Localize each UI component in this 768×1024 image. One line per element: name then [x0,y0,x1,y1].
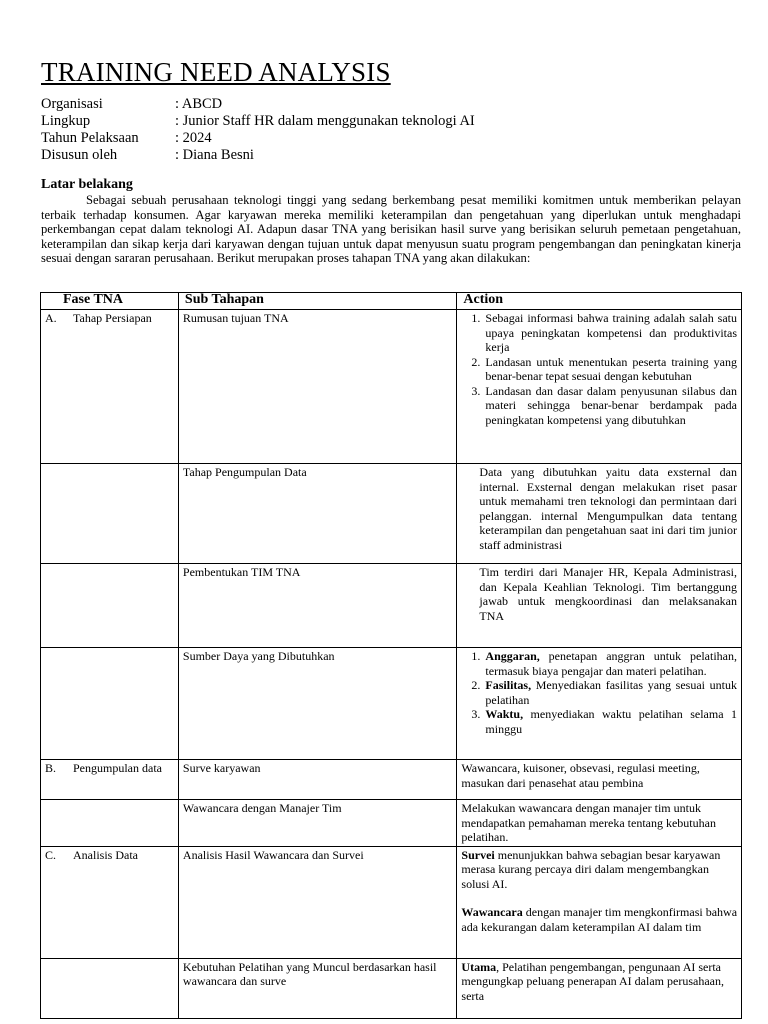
meta-value: : 2024 [175,130,212,146]
phase-cell [41,464,179,564]
action-text: Tim terdiri dari Manajer HR, Kepala Administrasi, dan Kepala Keahlian Teknologi. Tim bertanggung jawab untuk mengkoordinasi dan melaksanakan TNA [479,565,737,623]
table-row [41,564,742,648]
action-cell: Melakukan wawancara dengan manajer tim untuk mendapatkan pemahaman mereka tentang kebutuhan pelatihan. [457,800,742,847]
list-item: 2. Landasan untuk menentukan peserta training yang benar-benar tepat sesuai dengan kebutuhan [483,355,737,384]
sub-cell: Sumber Daya yang Dibutuhkan [178,648,457,760]
phase-letter: A. [45,311,57,325]
header-fase: Fase TNA [41,293,179,310]
table-row [41,760,742,800]
background-paragraph: Sebagai sebuah perusahaan teknologi tinggi yang sedang berkembang pesat memiliki komitmen untuk memberikan pelayan terbaik terhadap konsumen. Agar karyawan mereka memiliki keterampilan dan pengetahuan yang diperlukan untuk menghadapi perkembangan cepat dalam teknologi AI. Adapun dasar TNA yang berisikan hasil surve yang berisikan seluruh pemetaan pengetahuan, keterampilan dan sikap kerja dari karyawan dengan tujuan untuk dapat menyusun suatu program pengembangan dan peningkatan kinerja sesuai dengan sararan perusahaan. Berikut merupakan proses tahapan TNA yang akan dilakukan: [41,193,741,266]
action-paragraph [461,905,737,934]
list-item [483,707,737,736]
sub-cell: Surve karyawan [178,760,457,800]
item-bold: Anggaran, [485,649,540,663]
action-cell: Wawancara, kuisoner, obsevasi, regulasi meeting, masukan dari penasehat atau pembina [457,760,742,800]
phase-cell [41,564,179,648]
meta-key: Tahun Pelaksaan [41,130,139,146]
meta-value: : ABCD [175,96,223,112]
action-cell [457,310,742,464]
header-action: Action [457,293,742,310]
phase-cell [41,310,179,464]
item-bold: Fasilitas, [485,678,532,692]
list-item: 3. Landasan dan dasar dalam penyusunan silabus dan materi sehingga benar-benar berdampak pada peningkatan kompetensi yang dibutuhkan [483,384,737,428]
action-cell [457,846,742,958]
action-cell [457,564,742,648]
item-text: Menyediakan fasilitas yang sesuai untuk pelatihan [485,678,737,707]
item-text: , Pelatihan pengembangan, pengunaan AI serta mengungkap peluang penerapan AI dalam perusahaan, serta [461,959,724,1003]
action-list [461,311,737,427]
meta-key: Disusun oleh [41,147,118,163]
action-list [461,649,737,736]
header-sub-tahapan: Sub Tahapan [178,293,457,310]
table-row [41,846,742,958]
document-title: TRAINING NEED ANALYSIS [41,57,391,87]
phase-name: Pengumpulan data [73,761,162,775]
meta-value: : Junior Staff HR dalam menggunakan teknologi AI [175,113,475,129]
action-cell [457,464,742,564]
item-text: menyediakan waktu pelatihan selama 1 minggu [485,707,737,736]
table-header-row [41,293,742,310]
action-cell [457,648,742,760]
item-bold: Survei [461,847,495,862]
phase-cell [41,760,179,800]
sub-cell: Analisis Hasil Wawancara dan Survei [178,846,457,958]
table-row [41,310,742,464]
item-text: dengan manajer tim mengkonfirmasi bahwa ada kekurangan dalam keterampilan AI dalam tim [461,905,738,934]
phase-cell [41,958,179,1018]
phase-letter: B. [45,761,57,775]
action-cell [457,958,742,1018]
action-paragraph [461,848,737,892]
meta-row-lingkup [41,113,475,130]
phase-letter: C. [45,847,57,862]
table-row [41,800,742,847]
table-row [41,958,742,1018]
phase-cell [41,648,179,760]
meta-row-organisasi [41,96,475,113]
list-item: 1. Sebagai informasi bahwa training adalah salah satu upaya peningkatan kompetensi dan produktivitas kerja [483,311,737,355]
section-heading: Latar belakang [41,177,133,192]
sub-cell: Rumusan tujuan TNA [178,310,457,464]
item-bold: Utama [461,959,497,974]
item-bold: Wawancara [461,905,523,919]
phase-cell [41,800,179,847]
phase-cell [41,846,179,958]
list-item [483,678,737,707]
item-text: penetapan anggran untuk pelatihan, termasuk biaya pengajar dan materi pelatihan. [485,649,737,678]
meta-key: Organisasi [41,96,103,112]
meta-row-tahun [41,130,475,147]
item-bold: Waktu, [485,707,524,721]
sub-cell: Wawancara dengan Manajer Tim [178,800,457,847]
action-paragraph [461,960,737,1004]
sub-cell: Tahap Pengumpulan Data [178,464,457,564]
item-text: menunjukkan bahwa sebagian besar karyawan merasa kurang percaya diri dalam mengembangkan solusi AI. [461,847,721,891]
table-row [41,464,742,564]
action-text: Data yang dibutuhkan yaitu data exsternal dan internal. Exsternal dengan melakukan riset pasar untuk memahami tren teknologi dan permintaan dari pelanggan. internal Mengumpulkan data tentang keterampilan dan pengetahuan saat ini dari tim junior staff administrasi [479,465,737,552]
sub-cell: Kebutuhan Pelatihan yang Muncul berdasarkan hasil wawancara dan surve [178,958,457,1018]
sub-cell: Pembentukan TIM TNA [178,564,457,648]
phase-name: Tahap Persiapan [73,311,152,325]
tna-table [40,292,742,1019]
phase-name: Analisis Data [73,847,138,862]
list-item [483,649,737,678]
meta-key: Lingkup [41,113,91,129]
meta-value: : Diana Besni [175,147,254,163]
meta-row-disusun [41,147,475,164]
table-row [41,648,742,760]
document-meta [41,96,475,164]
